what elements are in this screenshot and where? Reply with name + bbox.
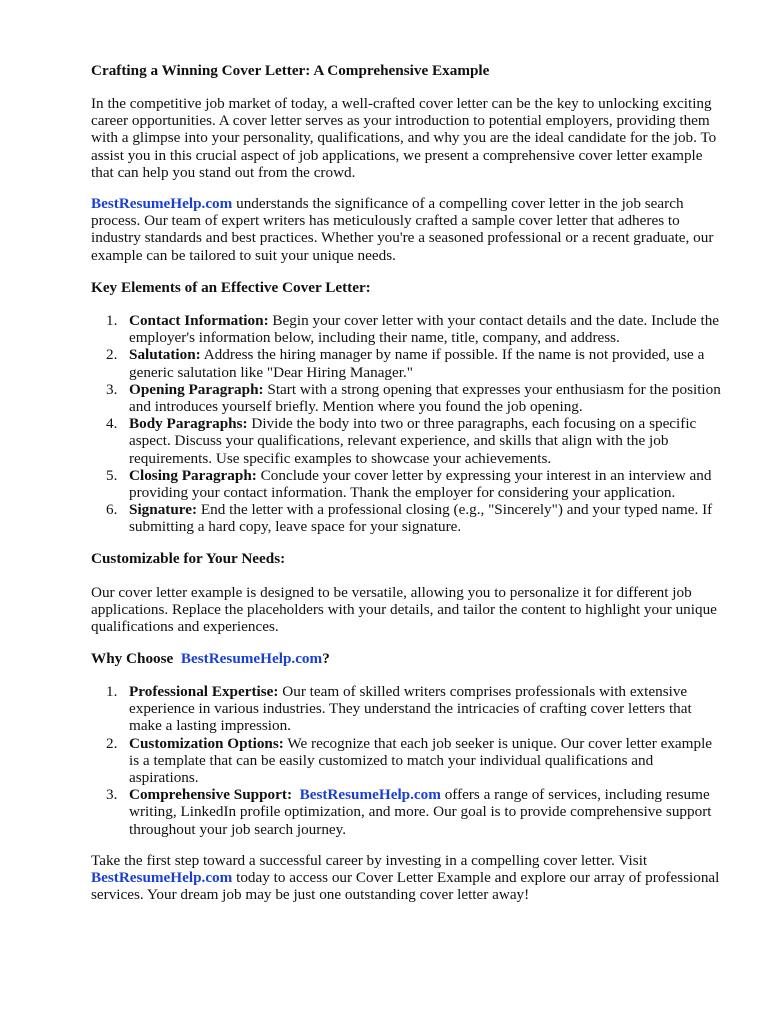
closing-suffix: today to access our Cover Letter Example and explore our array of professional services. Your dream job may be just one outstanding cover letter away!: [91, 869, 720, 904]
list-item-label: Professional Expertise:: [129, 683, 279, 700]
list-item-text: Divide the body into two or three paragraphs, each focusing on a specific aspect. Discuss your qualifications, relevant experience, and skills that align with the job requirements. Use specific examples to showcase your achievements.: [129, 415, 697, 467]
list-item: [91, 683, 721, 735]
closing-paragraph: [91, 852, 721, 904]
list-item-text: Address the hiring manager by name if possible. If the name is not provided, use a generic salutation like "Dear Hiring Manager.": [129, 346, 705, 381]
list-item-text: We recognize that each job seeker is unique. Our cover letter example is a template that can be easily customized to match your individual qualifications and aspirations.: [129, 734, 713, 787]
bestresumehelp-link[interactable]: BestResumeHelp.com: [180, 650, 323, 667]
customizable-heading: Customizable for Your Needs:: [91, 550, 286, 567]
list-number: 4.: [106, 415, 118, 433]
list-item: [91, 415, 721, 467]
list-number: 3.: [106, 786, 118, 804]
list-item-text: Our team of skilled writers comprises professionals with extensive experience in various industries. They understand the intricacies of crafting cover letters that make a lasting impression.: [129, 683, 692, 735]
list-item: [91, 346, 721, 380]
list-number: 1.: [106, 312, 118, 329]
list-number: 5.: [106, 466, 118, 484]
list-number: 6.: [106, 501, 118, 519]
list-item: [91, 381, 721, 415]
list-number: 2.: [106, 346, 118, 364]
list-number: 3.: [106, 380, 118, 398]
key-elements-list: [91, 312, 721, 536]
about-paragraph: [91, 195, 721, 264]
closing-prefix: Take the first step toward a successful career by investing in a compelling cover letter. Visit: [91, 852, 648, 869]
key-elements-heading: Key Elements of an Effective Cover Letter:: [91, 279, 371, 296]
list-item-label: Customization Options:: [129, 734, 284, 752]
list-item-label: Opening Paragraph:: [129, 380, 264, 398]
page-title: Crafting a Winning Cover Letter: A Comprehensive Example: [91, 62, 490, 79]
list-item-text: offers a range of services, including resume writing, LinkedIn profile optimization, and more. Our goal is to provide comprehensive support throughout your job search journey.: [129, 786, 712, 838]
list-item-label: Comprehensive Support:: [129, 786, 292, 804]
bestresumehelp-link[interactable]: BestResumeHelp.com: [91, 869, 233, 887]
list-number: 2.: [106, 734, 118, 752]
list-item: [91, 501, 721, 535]
list-item-label: Signature:: [129, 501, 198, 519]
list-item-text: Start with a strong opening that expresses your enthusiasm for the position and introduces yourself briefly. Mention where you found the job opening.: [129, 380, 721, 416]
list-item: [91, 786, 721, 838]
why-choose-heading: [91, 650, 721, 667]
why-choose-suffix: ?: [322, 650, 330, 667]
why-choose-list: [91, 683, 721, 838]
list-item-label: Contact Information:: [129, 312, 269, 329]
list-item-label: Body Paragraphs:: [129, 415, 248, 433]
list-item-label: Closing Paragraph:: [129, 466, 257, 484]
customizable-paragraph: Our cover letter example is designed to be versatile, allowing you to personalize it for different job applications. Replace the placeholders with your details, and tailor the content to highlight your unique qualifications and experiences.: [91, 584, 717, 636]
list-item-text: Conclude your cover letter by expressing your interest in an interview and providing your contact information. Thank the employer for considering your application.: [129, 466, 712, 502]
list-item: [91, 467, 721, 501]
list-item: [91, 735, 721, 787]
why-choose-prefix: Why Choose: [91, 650, 174, 667]
list-item-label: Salutation:: [129, 346, 201, 364]
list-item-text: Begin your cover letter with your contact details and the date. Include the employer's information below, including their name, title, company, and address.: [129, 312, 720, 347]
list-number: 1.: [106, 683, 118, 700]
bestresumehelp-link[interactable]: BestResumeHelp.com: [91, 195, 233, 212]
list-item-text: End the letter with a professional closing (e.g., "Sincerely") and your typed name. If submitting a hard copy, leave space for your signature.: [129, 501, 713, 536]
about-text: understands the significance of a compelling cover letter in the job search process. Our team of expert writers has meticulously crafted a sample cover letter that adheres to industry standards and best practices. Whether you're a seasoned professional or a recent graduate, our example can be tailored to suit your unique needs.: [91, 195, 714, 264]
list-item: [91, 312, 721, 346]
intro-paragraph: In the competitive job market of today, a well-crafted cover letter can be the key to unlocking exciting career opportunities. A cover letter serves as your introduction to potential employers, providing them with a glimpse into your personality, qualifications, and why you are the ideal candidate for the job. To assist you in this crucial aspect of job applications, we present a comprehensive cover letter example that can help you stand out from the crowd.: [91, 95, 717, 181]
bestresumehelp-link[interactable]: BestResumeHelp.com: [299, 786, 441, 804]
